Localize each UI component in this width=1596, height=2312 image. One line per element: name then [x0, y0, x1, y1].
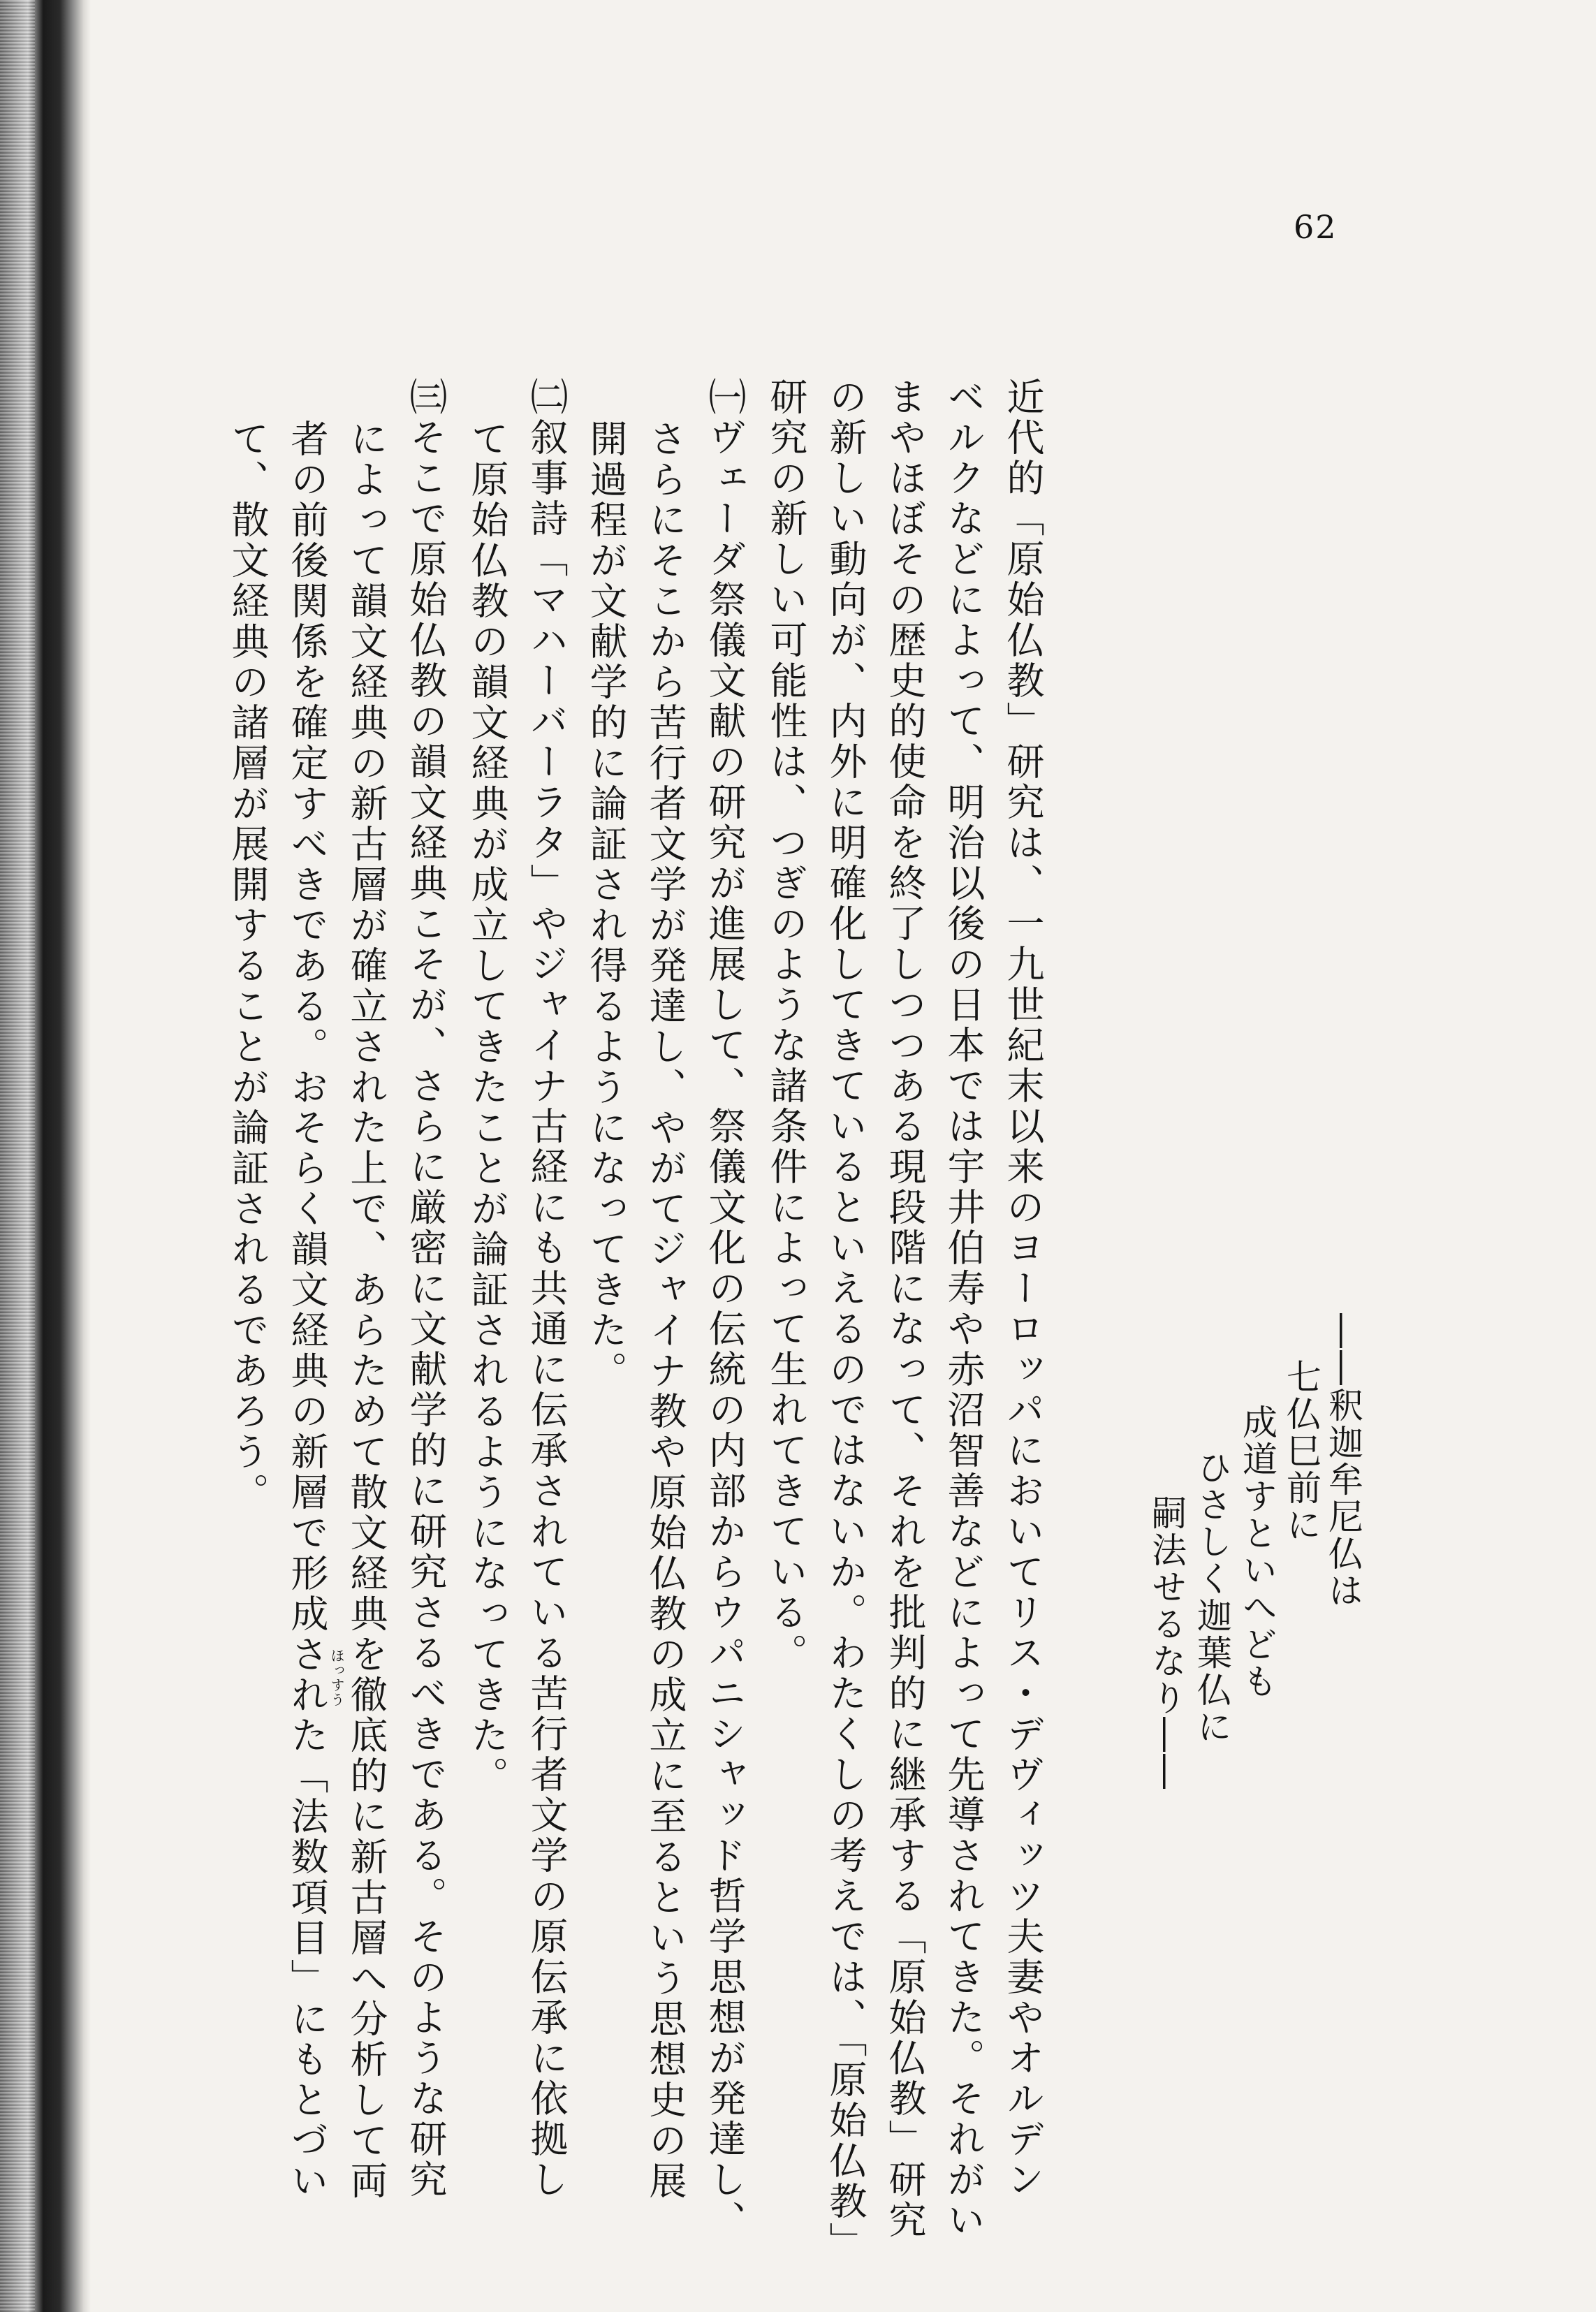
- epigraph-line-3: 成道すといへども: [1237, 1404, 1277, 1700]
- body-column-4: の新しい動向が、内外に明確化してきているといえるのではないか。わたくしの考えでは、「原始仏教」: [823, 377, 867, 2262]
- body-column-5: 研究の新しい可能性は、つぎのような諸条件によって生れてきている。: [764, 377, 808, 1674]
- body-column-6: ㈠ヴェーダ祭儀文献の研究が進展して、祭儀文化の伝統の内部からウパニシャッド哲学思想が発達し、: [703, 377, 747, 2241]
- epigraph-line-4: ひさしく迦葉仏に: [1192, 1449, 1232, 1746]
- body-column-2: ベルクなどによって、明治以後の日本では宇井伯寿や赤沼智善などによって先導されてきた。それがい: [942, 377, 986, 2241]
- body-column-8: 開過程が文献学的に論証され得るようになってきた。: [584, 419, 628, 1391]
- epigraph-line-1: ――釈迦牟尼仏は: [1323, 1313, 1363, 1609]
- body-column-10: て原始仏教の韻文経典が成立してきたことが論証されるようになってきた。: [465, 419, 509, 1797]
- body-column-14: て、散文経典の諸層が展開することが論証されるであろう。: [226, 419, 270, 1513]
- body-column-13: 者の前後関係を確定すべきである。おそらく韻文経典の新層で形成された「法数項目」にもとづい: [285, 419, 329, 2202]
- epigraph-line-2: 七仏巳前に: [1281, 1359, 1322, 1544]
- body-column-11: ㈢そこで原始仏教の韻文経典こそが、さらに厳密に文献学的に研究さるべきである。そのような研究: [404, 377, 448, 2200]
- body-column-9: ㈡叙事詩「マハーバーラタ」やジャイナ古経にも共通に伝承されている苦行者文学の原伝承に依拠し: [525, 377, 569, 2200]
- body-column-12: によって韻文経典の新古層が確立された上で、あらためて散文経典を徹底的に新古層へ分析して両: [344, 419, 388, 2202]
- ruby-hossu: ほっすう: [328, 1648, 345, 1707]
- body-column-7: さらにそこから苦行者文学が発達し、やがてジャイナ教や原始仏教の成立に至るという思想史の展: [643, 419, 687, 2202]
- body-column-3: まやほぼその歴史的使命を終了しつつある現段階になって、それを批判的に継承する「原始仏教」研究: [883, 377, 927, 2241]
- binding-texture: [0, 0, 35, 2312]
- body-column-1: 近代的「原始仏教」研究は、一九世紀末以来のヨーロッパにおいてリス・デヴィッツ夫妻やオルデン: [1001, 377, 1045, 2200]
- page-number: 62: [1294, 208, 1338, 246]
- epigraph-line-5: 嗣法せるなり――: [1146, 1495, 1187, 1791]
